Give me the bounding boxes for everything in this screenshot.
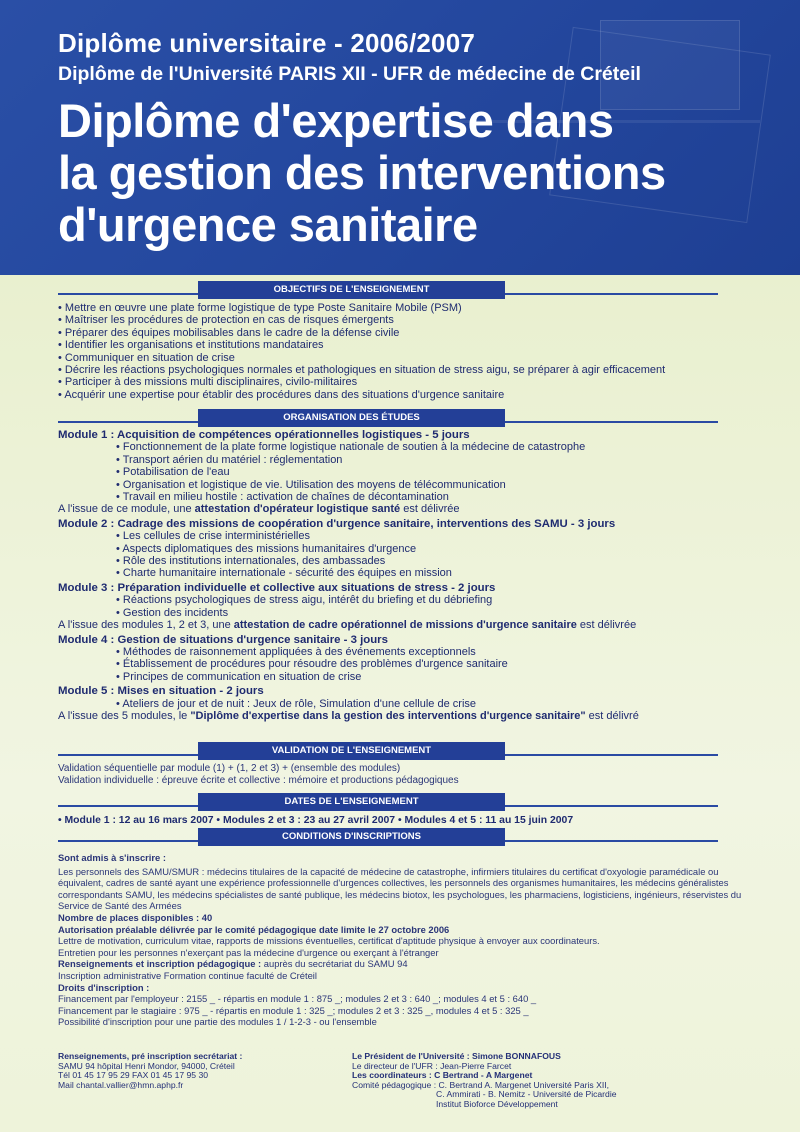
list-item: • Participer à des missions multi disciplinaires, civilo-militaires [58,376,758,388]
list-item: • Les cellules de crise interministérielles [58,530,758,542]
validation-text [58,763,758,786]
staff-line: Le Président de l'Université : Simone BONNAFOUS [352,1051,561,1061]
module-outcome [58,710,758,722]
module-title: Module 4 : Gestion de situations d'urgence sanitaire - 3 jours [58,633,388,646]
list-item: • Mettre en œuvre une plate forme logistique de type Poste Sanitaire Mobile (PSM) [58,302,758,314]
module-title: Module 1 : Acquisition de compétences opérationnelles logistiques - 5 jours [58,429,470,441]
staff-line: C. Ammirati - B. Nemitz - Université de Picardie [436,1089,617,1100]
outcome-certificate: "Diplôme d'expertise dans la gestion des interventions d'urgence sanitaire" [190,709,586,722]
fees-line: Financement par le stagiaire : 975 _ - répartis en module 1 : 325 _; modules 2 et 3 : 325 _, modules 4 et 5 : 325 _ [58,1004,529,1016]
list-item: • Rôle des institutions internationales, des ambassades [58,555,758,567]
title-line: la gestion des interventions [58,146,666,199]
list-item: • Acquérir une expertise pour établir des procédures dans des situations d'urgence sanitaire [58,389,758,401]
contact-phone: Tél 01 45 17 95 29 FAX 01 45 17 95 30 [58,1070,209,1081]
list-item: • Travail en milieu hostile : activation de chaînes de décontamination [58,491,758,503]
dates-line: • Module 1 : 12 au 16 mars 2007 • Modules 2 et 3 : 23 au 27 avril 2007 • Modules 4 et 5 : 11 au 15 juin 2007 [58,815,574,826]
outcome-text: est délivrée [400,503,460,516]
section-heading: VALIDATION DE L'ENSEIGNEMENT [198,742,505,760]
title-line: d'urgence sanitaire [58,198,478,251]
conditions-text: Entretien pour les personnes n'exerçant pas la médecine d'urgence ou exerçant à l'étranger [58,946,439,958]
module-outcome [58,619,758,631]
conditions-text: Les personnels des SAMU/SMUR : médecins titulaires de la capacité de médecine de catastrophe, infirmiers titulaires du certificat d'oxyologie paramédicale ou équivalent, cadres de santé ayant une expérience professionnelle d'urgences collectives, les personnels des organismes humanitaires, les médecins généralistes correspondants SAMU, les médecins spécialistes de santé publique, les médecins biotox, les psychologues, les pharmaciens, logisticiens, ingénieurs, réservistes du Service de Santé des Armées [58,865,742,912]
outcome-text: A l'issue des modules 1, 2 et 3, une [58,619,234,632]
module-title: Module 5 : Mises en situation - 2 jours [58,685,264,698]
contact-heading: Renseignements, pré inscription secrétariat : [58,1051,243,1061]
section-objectifs [58,281,718,299]
outcome-text: A l'issue de ce module, une [58,503,195,516]
outcome-text: est délivré [585,709,639,722]
list-item: • Ateliers de jour et de nuit : Jeux de rôle, Simulation d'une cellule de crise [58,698,758,710]
places-count: Nombre de places disponibles : 40 [58,911,213,923]
fees-line: Possibilité d'inscription pour une partie des modules 1 / 1-2-3 - ou l'ensemble [58,1016,377,1028]
header-banner [0,0,800,275]
page-title [58,95,798,251]
footer-contact [58,1052,338,1090]
staff-line: Institut Bioforce Développement [436,1098,558,1109]
list-item: • Méthodes de raisonnement appliquées à des événements exceptionnels [58,646,758,658]
module-title: Module 3 : Préparation individuelle et collective aux situations de stress - 2 jours [58,581,496,594]
list-item: • Aspects diplomatiques des missions humanitaires d'urgence [58,543,758,555]
list-item: • Établissement de procédures pour résoudre des problèmes d'urgence sanitaire [58,658,758,670]
outcome-certificate: attestation de cadre opérationnel de missions d'urgence sanitaire [233,619,577,632]
staff-line: Les coordinateurs : C Bertrand - A Margenet [352,1070,533,1081]
contact-email[interactable]: Mail chantal.vallier@hmn.aphp.fr [58,1079,184,1090]
list-item: • Gestion des incidents [58,607,758,619]
list-item: • Transport aérien du matériel : réglementation [58,454,758,466]
conditions-heading: Sont admis à s'inscrire : [58,852,166,863]
registration-label: Renseignements et inscription pédagogique : [58,958,262,970]
list-item: • Communiquer en situation de crise [58,352,758,364]
list-item: • Principes de communication en situation de crise [58,671,758,683]
list-item: • Charte humanitaire internationale - sécurité des équipes en mission [58,567,758,579]
diploma-year: Diplôme universitaire - 2006/2007 [58,28,476,58]
section-heading: DATES DE L'ENSEIGNEMENT [198,793,505,811]
module-outcome [58,503,758,515]
conditions-text: Lettre de motivation, curriculum vitae, rapports de missions éventuelles, certificat d'aptitude physique à envoyer aux coordinateurs. [58,935,600,947]
section-dates [58,793,718,811]
fees-heading: Droits d'inscription : [58,981,150,993]
section-heading: CONDITIONS D'INSCRIPTIONS [198,828,505,846]
staff-line: Comité pédagogique : C. Bertrand A. Margenet Université Paris XII, [352,1079,609,1090]
footer-staff [352,1052,692,1110]
conditions-text: Inscription administrative Formation continue faculté de Créteil [58,969,317,981]
title-line: Diplôme d'expertise dans [58,94,614,147]
list-item: • Préparer des équipes mobilisables dans le cadre de la défense civile [58,327,758,339]
list-item: • Fonctionnement de la plate forme logistique nationale de soutien à la médecine de catastrophe [58,441,758,453]
objectifs-list [58,302,758,401]
module-title: Module 2 : Cadrage des missions de coopération d'urgence sanitaire, interventions des SAMU - 3 jours [58,517,616,530]
validation-line: Validation séquentielle par module (1) + (1, 2 et 3) + (ensemble des modules) [58,763,401,774]
outcome-certificate: attestation d'opérateur logistique santé [194,503,401,516]
section-validation [58,742,718,760]
section-conditions [58,828,718,846]
section-heading: ORGANISATION DES ÉTUDES [198,409,505,427]
list-item: • Potabilisation de l'eau [58,466,758,478]
section-organisation [58,409,718,427]
validation-line: Validation individuelle : épreuve écrite et collective : mémoire et productions pédagogiques [58,774,459,786]
list-item: • Maîtriser les procédures de protection en cas de risques émergents [58,314,758,326]
list-item: • Réactions psychologiques de stress aigu, intérêt du briefing et du débriefing [58,594,758,606]
outcome-text: est délivrée [576,619,637,632]
conditions-block [58,852,748,1028]
list-item: • Identifier les organisations et institutions mandataires [58,339,758,351]
university-line: Diplôme de l'Université PARIS XII - UFR de médecine de Créteil [58,63,641,85]
registration-info [58,958,748,970]
authorization-note: Autorisation préalable délivrée par le comité pédagogique date limite le 27 octobre 2006 [58,923,450,935]
modules-block [58,429,758,722]
list-item: • Décrire les réactions psychologiques normales et pathologiques en situation de stress aigu, se préparer à agir efficacement [58,364,758,376]
staff-line: Le directeur de l'UFR : Jean-Pierre Farcet [352,1060,512,1071]
section-heading: OBJECTIFS DE L'ENSEIGNEMENT [198,281,505,299]
registration-text: auprès du secrétariat du SAMU 94 [261,958,408,970]
list-item: • Organisation et logistique de vie. Utilisation des moyens de télécommunication [58,479,758,491]
fees-line: Financement par l'employeur : 2155 _ - répartis en module 1 : 875 _; modules 2 et 3 : 640 _; modules 4 et 5 : 640 _ [58,993,537,1005]
contact-address: SAMU 94 hôpital Henri Mondor, 94000, Créteil [58,1060,235,1071]
outcome-text: A l'issue des 5 modules, le [58,709,191,722]
